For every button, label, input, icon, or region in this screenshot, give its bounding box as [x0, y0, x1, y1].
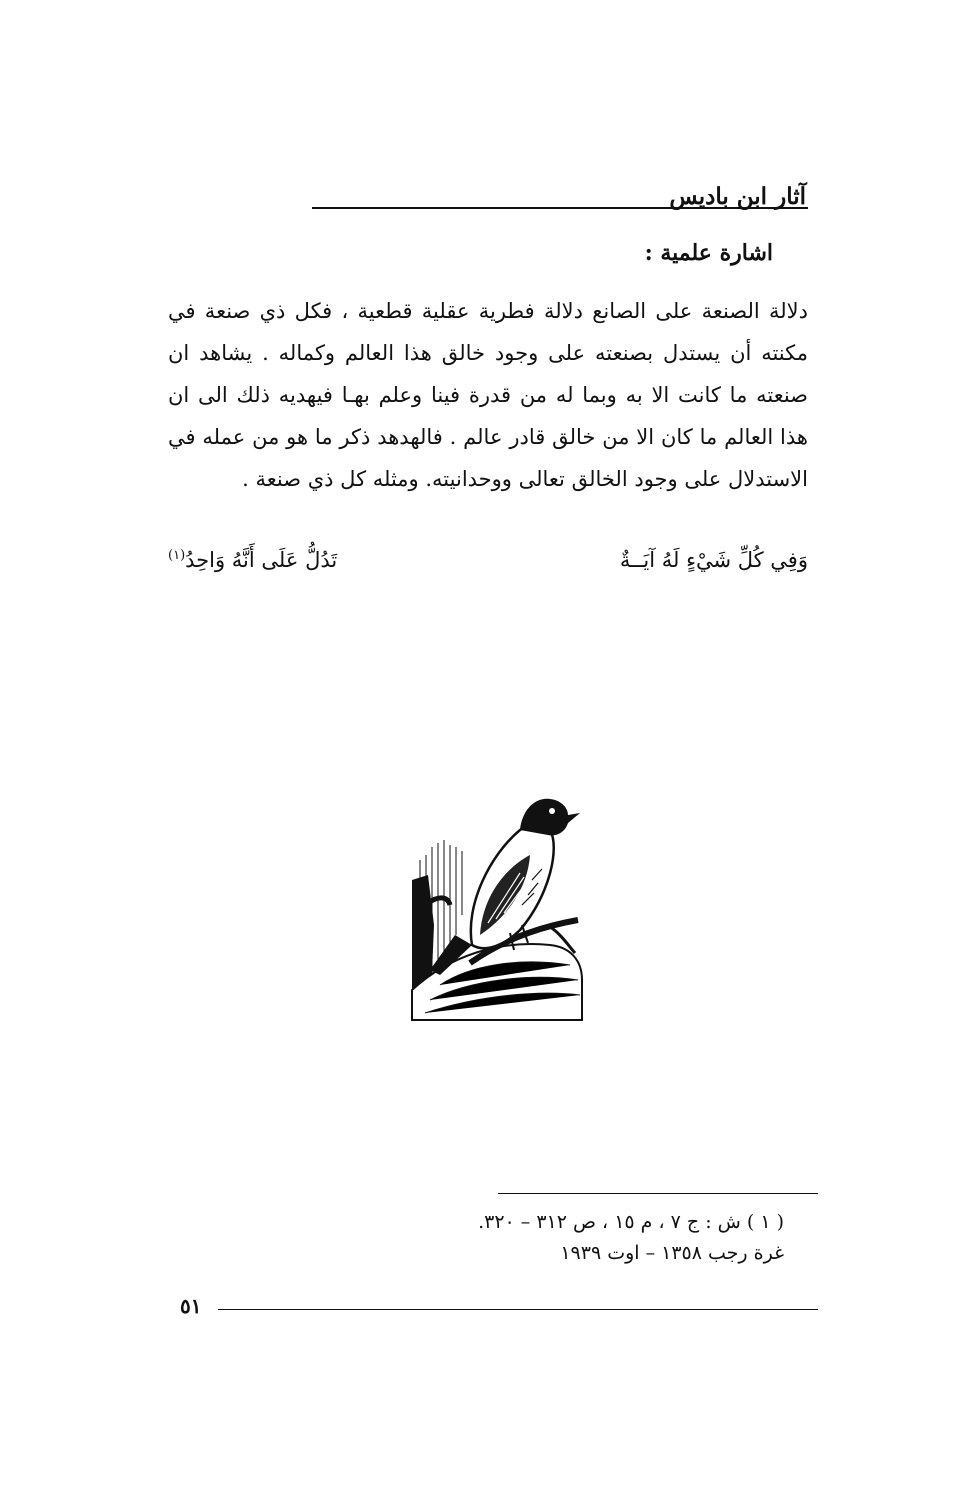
footnote-line-1: ( ١ ) ش : ج ٧ ، م ١٥ ، ص ٣١٢ – ٣٢٠. [478, 1211, 784, 1233]
verse-hemistich-second-text: تَدُلُّ عَلَى أَنَّهُ وَاحِدُ [185, 548, 338, 572]
verse-hemistich-first: وَفِي كُلِّ شَيْءٍ لَهُ آيَــةٌ [619, 548, 808, 572]
footnote [478, 1207, 784, 1269]
footnote-line-2: غرة رجب ١٣٥٨ – اوت ١٩٣٩ [560, 1242, 784, 1264]
page-number: ٥١ [180, 1294, 202, 1318]
verse-hemistich-second [168, 548, 337, 572]
bird-on-branch-icon [410, 785, 585, 1025]
poetry-verse [168, 548, 808, 572]
running-header-title: آثار ابن باديس [669, 183, 806, 210]
section-heading: اشارة علمية : [644, 240, 773, 266]
header-rule [312, 207, 808, 209]
footnote-marker: (١) [168, 548, 186, 563]
footer-rule [218, 1309, 818, 1310]
body-paragraph: دلالة الصنعة على الصانع دلالة فطرية عقلية قطعية ، فكل ذي صنعة في مكنته أن يستدل بصنعته على وجود خالق هذا العالم وكماله . يشاهد ان صنعته ما كانت الا به وبما له من قدرة فينا وعلم بهـا فيهديه ذلك الى ان هذا العالم ما كان الا من خالق قادر عالم . فالهدهد ذكر ما هو من عمله في الاستدلال على وجود الخالق تعالى ووحدانيته. ومثله كل ذي صنعة . [168, 299, 808, 491]
footnote-rule [498, 1193, 818, 1194]
